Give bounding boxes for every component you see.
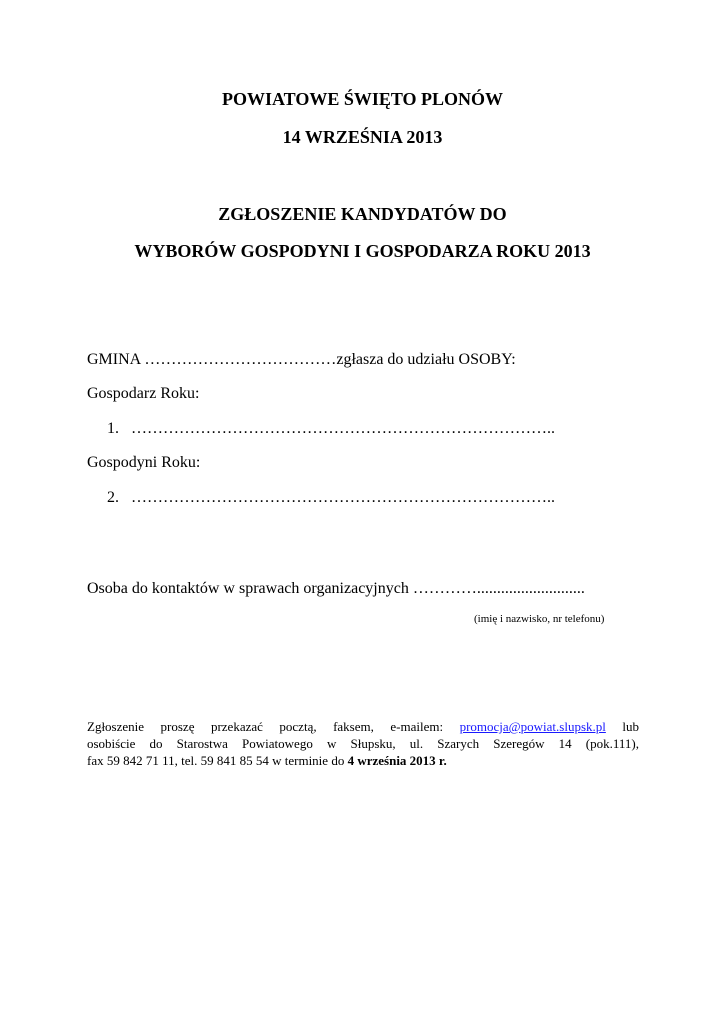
- gospodarz-label: Gospodarz Roku:: [87, 385, 200, 402]
- instructions-text-1: Zgłoszenie proszę przekazać pocztą, faksem, e-mailem:: [87, 719, 460, 734]
- candidate-2-number: 2.: [107, 489, 119, 506]
- event-title: POWIATOWE ŚWIĘTO PLONÓW: [221, 89, 504, 109]
- event-date: 14 WRZEŚNIA 2013: [282, 127, 443, 147]
- candidate-1-line: [107, 419, 119, 439]
- contact-line: [87, 579, 585, 599]
- contact-field[interactable]: …………...........................: [412, 580, 585, 597]
- gmina-prefix: GMINA: [87, 351, 145, 368]
- instructions-text-2: lub: [605, 719, 639, 734]
- deadline: 4 września 2013 r.: [347, 753, 447, 768]
- gmina-field[interactable]: ………………………………: [144, 351, 337, 368]
- instructions-line-3: [87, 752, 639, 769]
- instructions-line-1: [87, 718, 639, 735]
- gmina-line: [87, 350, 516, 370]
- gmina-suffix: zgłasza do udziału OSOBY:: [336, 351, 516, 368]
- gospodyni-label: Gospodyni Roku:: [87, 454, 201, 471]
- candidate-1-number: 1.: [107, 420, 119, 437]
- candidate-1-field[interactable]: ……………………………………………………………………..: [131, 420, 555, 437]
- submission-instructions: [87, 718, 639, 769]
- candidate-2-line: [107, 488, 119, 508]
- instructions-line-2: osobiście do Starostwa Powiatowego w Słupsku, ul. Szarych Szeregów 14 (pok.111),: [87, 736, 639, 751]
- form-title: ZGŁOSZENIE KANDYDATÓW DO: [218, 204, 507, 224]
- candidate-2-field[interactable]: ……………………………………………………………………..: [131, 489, 555, 506]
- contact-label: Osoba do kontaktów w sprawach organizacyjnych: [87, 580, 413, 597]
- email-link[interactable]: promocja@powiat.slupsk.pl: [459, 719, 606, 734]
- contact-hint: (imię i nazwisko, nr telefonu): [474, 613, 605, 625]
- instructions-text-3: fax 59 842 71 11, tel. 59 841 85 54 w terminie do: [87, 753, 348, 768]
- form-subtitle: WYBORÓW GOSPODYNI I GOSPODARZA ROKU 2013: [134, 241, 591, 261]
